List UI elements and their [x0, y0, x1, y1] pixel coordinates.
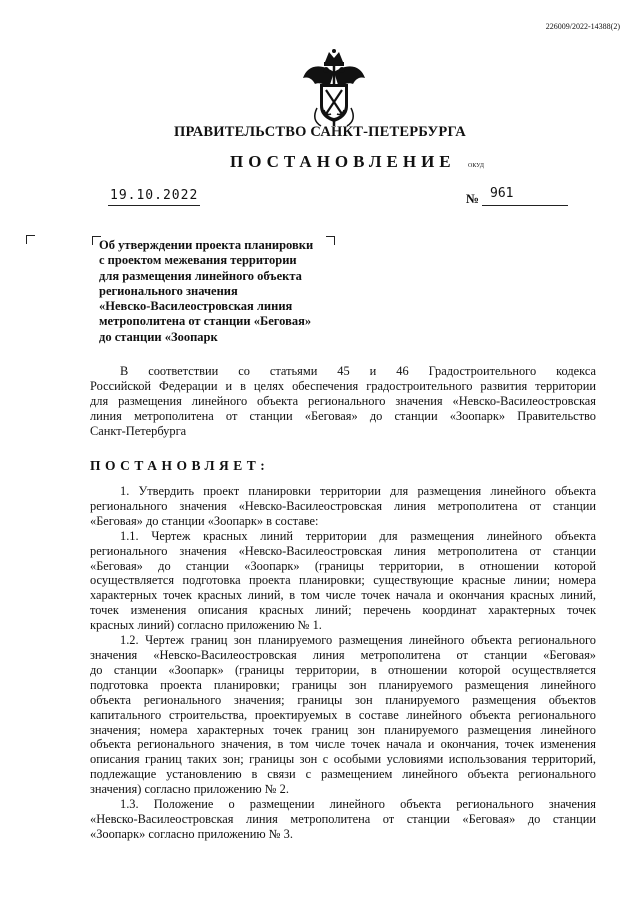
decree-date: 19.10.2022 — [110, 188, 199, 203]
item-line: объекта регионального значения; границы зон планируемого размещения объектов — [90, 692, 596, 707]
item-line: «Зоопарк» согласно приложению № 3. — [90, 826, 293, 841]
item-line: характерных точек красных линий, в том числе точек начала и окончания красных линий, — [90, 588, 596, 603]
decree-number: 961 — [490, 186, 514, 201]
corner-mark-subject-right — [326, 236, 335, 245]
item-line: значения) согласно приложению № 2. — [90, 782, 289, 797]
item-line: красных линий) согласно приложению № 1. — [90, 618, 322, 633]
item-line: «Невско-Василеостровская линия метрополитена от станции «Беговая» до станции — [90, 811, 596, 826]
item-line: «Беговая» до станции «Зоопарк» (границы территории, в отношении которой — [90, 558, 596, 573]
item-line: объекта регионального значения, в том числе точек начала и окончания, точек изменения — [90, 737, 596, 752]
item-line: регионального значения «Невско-Василеостровская линия метрополитена от станции — [90, 543, 596, 558]
resolves-heading: ПОСТАНОВЛЯЕТ: — [90, 458, 270, 473]
item-line: до станции «Зоопарк» (границы территории, в отношении которой осуществляется — [90, 662, 596, 677]
subject-line: «Невско-Василеостровская линия — [99, 299, 293, 314]
resolution-items — [90, 484, 596, 842]
item-line: значения «Невско-Василеостровская линия метрополитена от станции «Беговая» — [90, 647, 596, 662]
preamble-paragraph — [90, 364, 596, 439]
preamble-line: Российской Федерации и в целях обеспечения градостроительного развития территории — [90, 378, 596, 393]
item-line: 1. Утвердить проект планировки территории для размещения линейного объекта — [120, 484, 596, 498]
coat-of-arms-emblem — [299, 48, 369, 130]
item-line: значения; номера характерных точек границ зон планируемого размещения линейного — [90, 722, 596, 737]
document-registration-number: 226009/2022-14388(2) — [545, 22, 620, 31]
item-line: точек изменения описания красных линий; перечень координат характерных точек — [90, 603, 596, 618]
number-sign: № — [466, 191, 480, 206]
subject-line: Об утверждении проекта планировки — [99, 238, 314, 252]
item-line: описания границ таких зон; границы зон с особыми условиями использования территорий, — [90, 752, 596, 767]
number-underline — [482, 205, 568, 206]
date-underline — [108, 205, 200, 206]
item-line: осуществляется подготовка проекта планировки; существующие красные линии; номера — [90, 573, 596, 588]
subject-line: регионального значения — [99, 283, 238, 298]
preamble-line: В соответствии со статьями 45 и 46 Градостроительного кодекса — [120, 364, 596, 378]
item-line: капитального строительства, проектируемых в составе линейного объекта регионального — [90, 707, 596, 722]
preamble-line: Санкт-Петербурга — [90, 423, 187, 438]
item-line: 1.1. Чертеж красных линий территории для размещения линейного объекта — [120, 528, 596, 543]
decree-subject — [99, 238, 313, 345]
item-line: подготовка проекта планировки; границы зон планируемого размещения линейного — [90, 677, 596, 692]
subject-line: до станции «Зоопарк — [99, 329, 218, 344]
item-line: регионального значения «Невско-Василеостровская линия метрополитена от станции — [90, 498, 596, 513]
item-line: «Беговая» до станции «Зоопарк» в составе: — [90, 513, 319, 528]
subject-line: для размещения линейного объекта — [99, 268, 302, 283]
decree-title: ПОСТАНОВЛЕНИЕ — [230, 152, 456, 171]
item-line: 1.2. Чертеж границ зон планируемого размещения линейного объекта регионального — [120, 633, 596, 648]
subject-line: метрополитена от станции «Беговая» — [99, 314, 312, 329]
subject-line: с проектом межевания территории — [99, 253, 297, 268]
okud-label: ОКУД — [468, 163, 484, 169]
government-title: ПРАВИТЕЛЬСТВО САНКТ-ПЕТЕРБУРГА — [174, 124, 466, 140]
corner-mark-left — [26, 235, 35, 244]
item-line: 1.3. Положение о размещении линейного объекта регионального значения — [120, 797, 596, 812]
item-line: подлежащие установлению в связи с размещением линейного объекта регионального — [90, 767, 596, 782]
preamble-line: линия метрополитена от станции «Беговая» до станции «Зоопарк» Правительство — [90, 408, 596, 423]
preamble-line: для размещения линейного объекта регионального значения «Невско-Василеостровская — [90, 393, 596, 408]
